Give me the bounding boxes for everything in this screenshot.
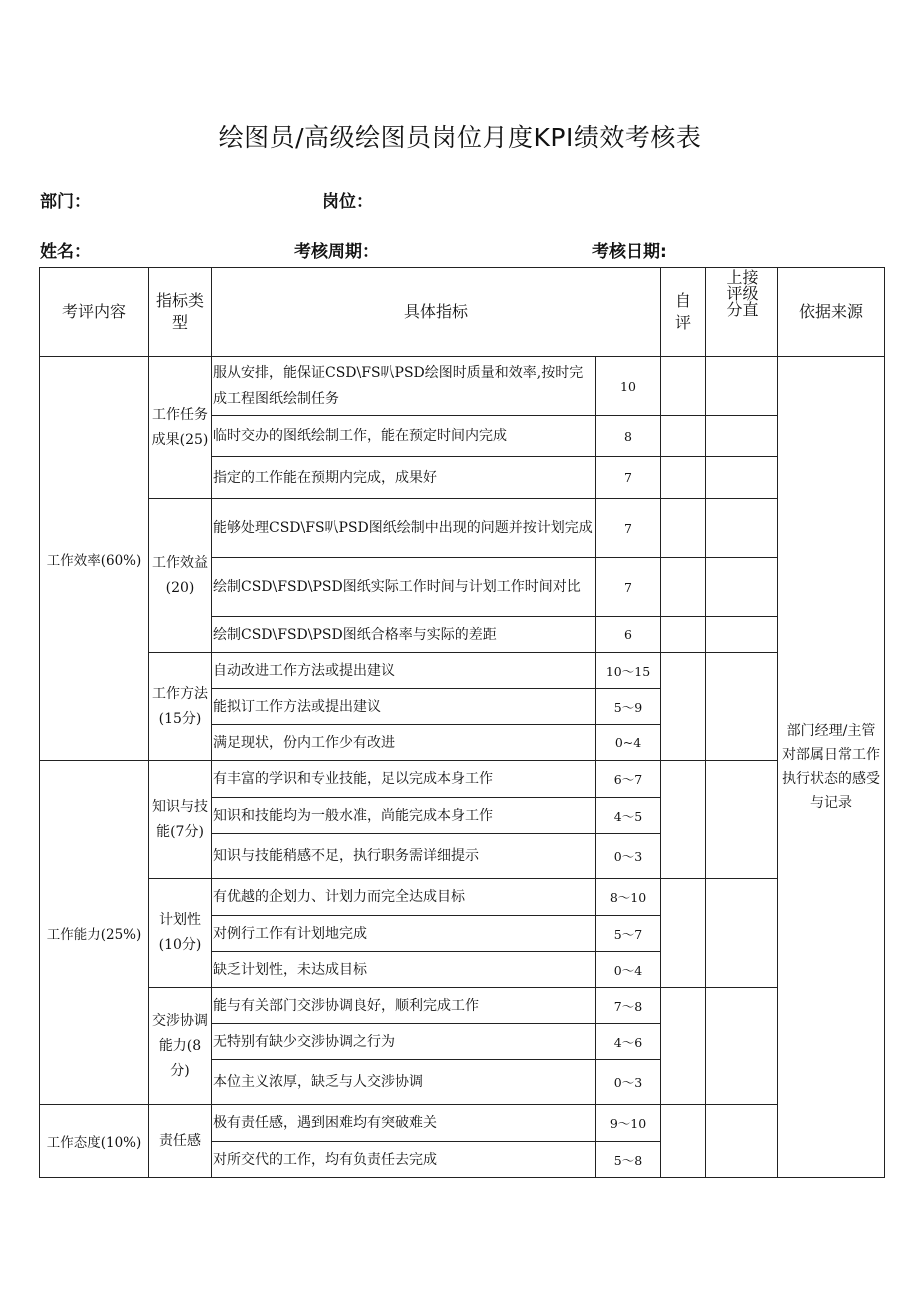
- self-eval-cell[interactable]: [661, 988, 706, 1105]
- table-row: [40, 761, 885, 798]
- post-label: 岗位：: [322, 192, 373, 212]
- page-title: 绘图员/高级绘图员岗位月度KPI绩效考核表: [218, 123, 702, 152]
- indicator-text: 自动改进工作方法或提出建议: [212, 653, 596, 689]
- indicator-score: 6: [596, 617, 661, 653]
- indicator-text: 能拟订工作方法或提出建议: [212, 689, 596, 725]
- header-content: 考评内容: [40, 268, 149, 357]
- indicator-score: 8～10: [596, 879, 661, 916]
- source-note: 部门经理/主管对部属日常工作执行状态的感受与记录: [778, 357, 885, 1178]
- indicator-score: 7: [596, 499, 661, 558]
- header-boss: 上接评级分直: [706, 268, 778, 357]
- section-name: 工作效率(60%): [40, 357, 149, 761]
- kpi-table: [39, 267, 885, 1178]
- boss-eval-cell[interactable]: [706, 457, 778, 499]
- self-eval-cell[interactable]: [661, 879, 706, 988]
- indicator-text: 能够处理CSD\FS叭PSD图纸绘制中出现的问题并按计划完成: [212, 499, 596, 558]
- indicator-score: 0～3: [596, 834, 661, 879]
- indicator-type: 交涉协调能力(8分): [149, 988, 212, 1105]
- header-row: [40, 268, 885, 357]
- indicator-score: 0~4: [596, 725, 661, 761]
- table-row: [40, 879, 885, 916]
- boss-eval-cell[interactable]: [706, 558, 778, 617]
- table-row: [40, 357, 885, 416]
- indicator-text: 对所交代的工作，均有负责任去完成: [212, 1142, 596, 1178]
- self-eval-cell[interactable]: [661, 499, 706, 558]
- boss-eval-cell[interactable]: [706, 617, 778, 653]
- indicator-text: 临时交办的图纸绘制工作，能在预定时间内完成: [212, 416, 596, 457]
- indicator-text: 有丰富的学识和专业技能，足以完成本身工作: [212, 761, 596, 798]
- boss-eval-cell[interactable]: [706, 357, 778, 416]
- boss-eval-cell[interactable]: [706, 653, 778, 761]
- self-eval-cell[interactable]: [661, 1105, 706, 1178]
- boss-eval-cell[interactable]: [706, 879, 778, 988]
- self-eval-cell[interactable]: [661, 357, 706, 416]
- indicator-score: 5～8: [596, 1142, 661, 1178]
- indicator-score: 0～4: [596, 952, 661, 988]
- self-eval-cell[interactable]: [661, 558, 706, 617]
- indicator-type: 工作任务成果(25): [149, 357, 212, 499]
- self-eval-cell[interactable]: [661, 457, 706, 499]
- indicator-text: 绘制CSD\FSD\PSD图纸实际工作时间与计划工作时间对比: [212, 558, 596, 617]
- self-eval-cell[interactable]: [661, 653, 706, 761]
- table-row: [40, 1105, 885, 1142]
- indicator-score: 10～15: [596, 653, 661, 689]
- header-source: 依据来源: [778, 268, 885, 357]
- indicator-text: 有优越的企划力、计划力而完全达成目标: [212, 879, 596, 916]
- indicator-score: 8: [596, 416, 661, 457]
- self-eval-cell[interactable]: [661, 617, 706, 653]
- indicator-text: 本位主义浓厚，缺乏与人交涉协调: [212, 1060, 596, 1105]
- indicator-type: 工作方法(15分): [149, 653, 212, 761]
- indicator-text: 对例行工作有计划地完成: [212, 916, 596, 952]
- dept-label: 部门：: [40, 192, 91, 212]
- indicator-score: 7: [596, 457, 661, 499]
- indicator-type: 工作效益(20): [149, 499, 212, 653]
- indicator-text: 知识和技能均为一般水准，尚能完成本身工作: [212, 798, 596, 834]
- section-name: 工作能力(25%): [40, 761, 149, 1105]
- boss-eval-cell[interactable]: [706, 761, 778, 879]
- table-row: [40, 988, 885, 1024]
- indicator-score: 5～7: [596, 916, 661, 952]
- indicator-type: 知识与技能(7分): [149, 761, 212, 879]
- header-indicator: 具体指标: [212, 268, 661, 357]
- indicator-text: 绘制CSD\FSD\PSD图纸合格率与实际的差距: [212, 617, 596, 653]
- name-label: 姓名：: [40, 242, 91, 262]
- self-eval-cell[interactable]: [661, 416, 706, 457]
- period-label: 考核周期：: [294, 242, 379, 262]
- indicator-text: 满足现状，份内工作少有改进: [212, 725, 596, 761]
- indicator-score: 4～5: [596, 798, 661, 834]
- boss-eval-cell[interactable]: [706, 988, 778, 1105]
- header-type: 指标类型: [149, 268, 212, 357]
- boss-eval-cell[interactable]: [706, 499, 778, 558]
- indicator-type: 责任感: [149, 1105, 212, 1178]
- self-eval-cell[interactable]: [661, 761, 706, 879]
- indicator-score: 4～6: [596, 1024, 661, 1060]
- indicator-score: 7: [596, 558, 661, 617]
- indicator-text: 指定的工作能在预期内完成，成果好: [212, 457, 596, 499]
- indicator-text: 服从安排，能保证CSD\FS叭PSD绘图时质量和效率,按时完成工程图纸绘制任务: [212, 357, 596, 416]
- indicator-score: 6～7: [596, 761, 661, 798]
- table-row: [40, 653, 885, 689]
- indicator-score: 5～9: [596, 689, 661, 725]
- indicator-text: 知识与技能稍感不足，执行职务需详细提示: [212, 834, 596, 879]
- indicator-score: 10: [596, 357, 661, 416]
- table-row: [40, 499, 885, 558]
- indicator-score: 0～3: [596, 1060, 661, 1105]
- indicator-score: 7～8: [596, 988, 661, 1024]
- indicator-text: 无特别有缺少交涉协调之行为: [212, 1024, 596, 1060]
- boss-eval-cell[interactable]: [706, 1105, 778, 1178]
- indicator-score: 9～10: [596, 1105, 661, 1142]
- header-self: 自评: [661, 268, 706, 357]
- indicator-text: 能与有关部门交涉协调良好，顺利完成工作: [212, 988, 596, 1024]
- indicator-text: 缺乏计划性，未达成目标: [212, 952, 596, 988]
- indicator-type: 计划性(10分): [149, 879, 212, 988]
- boss-eval-cell[interactable]: [706, 416, 778, 457]
- section-name: 工作态度(10%): [40, 1105, 149, 1178]
- indicator-text: 极有责任感，遇到困难均有突破难关: [212, 1105, 596, 1142]
- date-label: 考核日期:: [592, 242, 667, 262]
